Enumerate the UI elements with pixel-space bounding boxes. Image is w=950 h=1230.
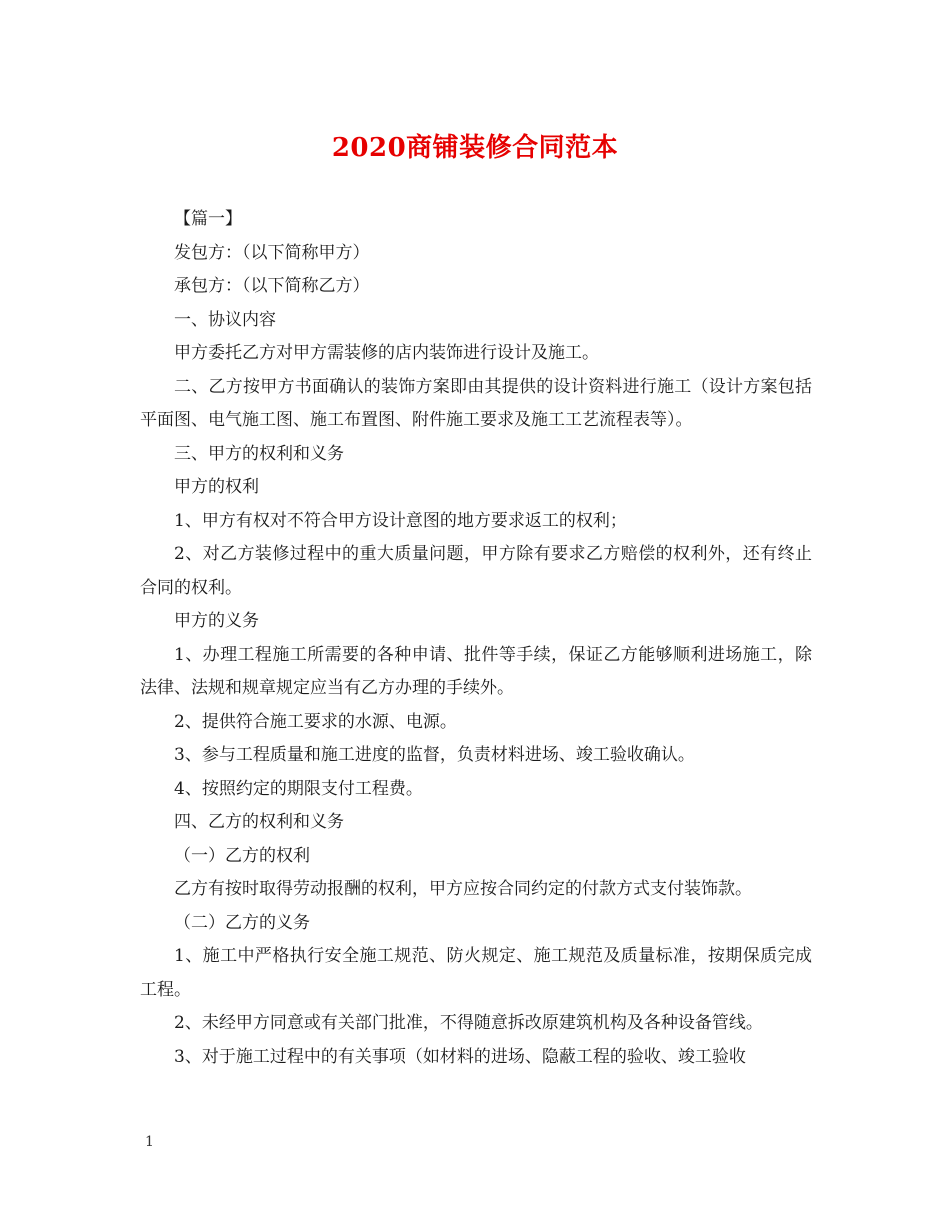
document-body xyxy=(140,203,812,1074)
paragraph-party-a: 发包方：（以下简称甲方） xyxy=(174,242,370,263)
subheading-party-a-duties: 甲方的义务 xyxy=(174,611,259,631)
paragraph-party-b: 承包方：（以下简称乙方） xyxy=(174,276,370,296)
heading-party-a-rights-duties: 三、甲方的权利和义务 xyxy=(174,443,344,464)
paragraph: 1、施工中严格执行安全施工规范、防火规定、施工规范及质量标准，按期保质完成工程。 xyxy=(140,946,812,1000)
paragraph: 1、甲方有权对不符合甲方设计意图的地方要求返工的权利； xyxy=(174,510,627,531)
subheading-party-b-rights: （一）乙方的权利 xyxy=(174,845,310,866)
page-number: 1 xyxy=(145,1134,154,1150)
heading-agreement-content: 一、协议内容 xyxy=(174,309,276,330)
paragraph: 二、乙方按甲方书面确认的装饰方案即由其提供的设计资料进行施工（设计方案包括平面图、电气施工图、施工布置图、附件施工要求及施工工艺流程表等）。 xyxy=(140,376,812,430)
paragraph: 1、办理工程施工所需要的各种申请、批件等手续，保证乙方能够顺利进场施工，除法律、法规和规章规定应当有乙方办理的手续外。 xyxy=(140,644,812,698)
paragraph: 4、按照约定的期限支付工程费。 xyxy=(174,778,423,799)
subheading-party-a-rights: 甲方的权利 xyxy=(174,477,259,497)
paragraph: 2、对乙方装修过程中的重大质量问题，甲方除有要求乙方赔偿的权利外，还有终止合同的权利。 xyxy=(140,544,812,598)
paragraph: 2、未经甲方同意或有关部门批准，不得随意拆改原建筑机构及各种设备管线。 xyxy=(174,1013,763,1033)
paragraph: 3、参与工程质量和施工进度的监督，负责材料进场、竣工验收确认。 xyxy=(174,745,695,765)
paragraph-section-label: 【篇一】 xyxy=(174,209,242,229)
paragraph: 乙方有按时取得劳动报酬的权利，甲方应按合同约定的付款方式支付装饰款。 xyxy=(174,879,752,899)
heading-party-b-rights-duties: 四、乙方的权利和义务 xyxy=(174,812,344,832)
paragraph: 甲方委托乙方对甲方需装修的店内装饰进行设计及施工。 xyxy=(174,343,599,363)
document-title: 2020商铺装修合同范本 xyxy=(331,133,619,163)
paragraph: 3、对于施工过程中的有关事项（如材料的进场、隐蔽工程的验收、竣工验收 xyxy=(174,1046,746,1067)
paragraph: 2、提供符合施工要求的水源、电源。 xyxy=(174,711,457,732)
subheading-party-b-duties: （二）乙方的义务 xyxy=(174,912,310,933)
